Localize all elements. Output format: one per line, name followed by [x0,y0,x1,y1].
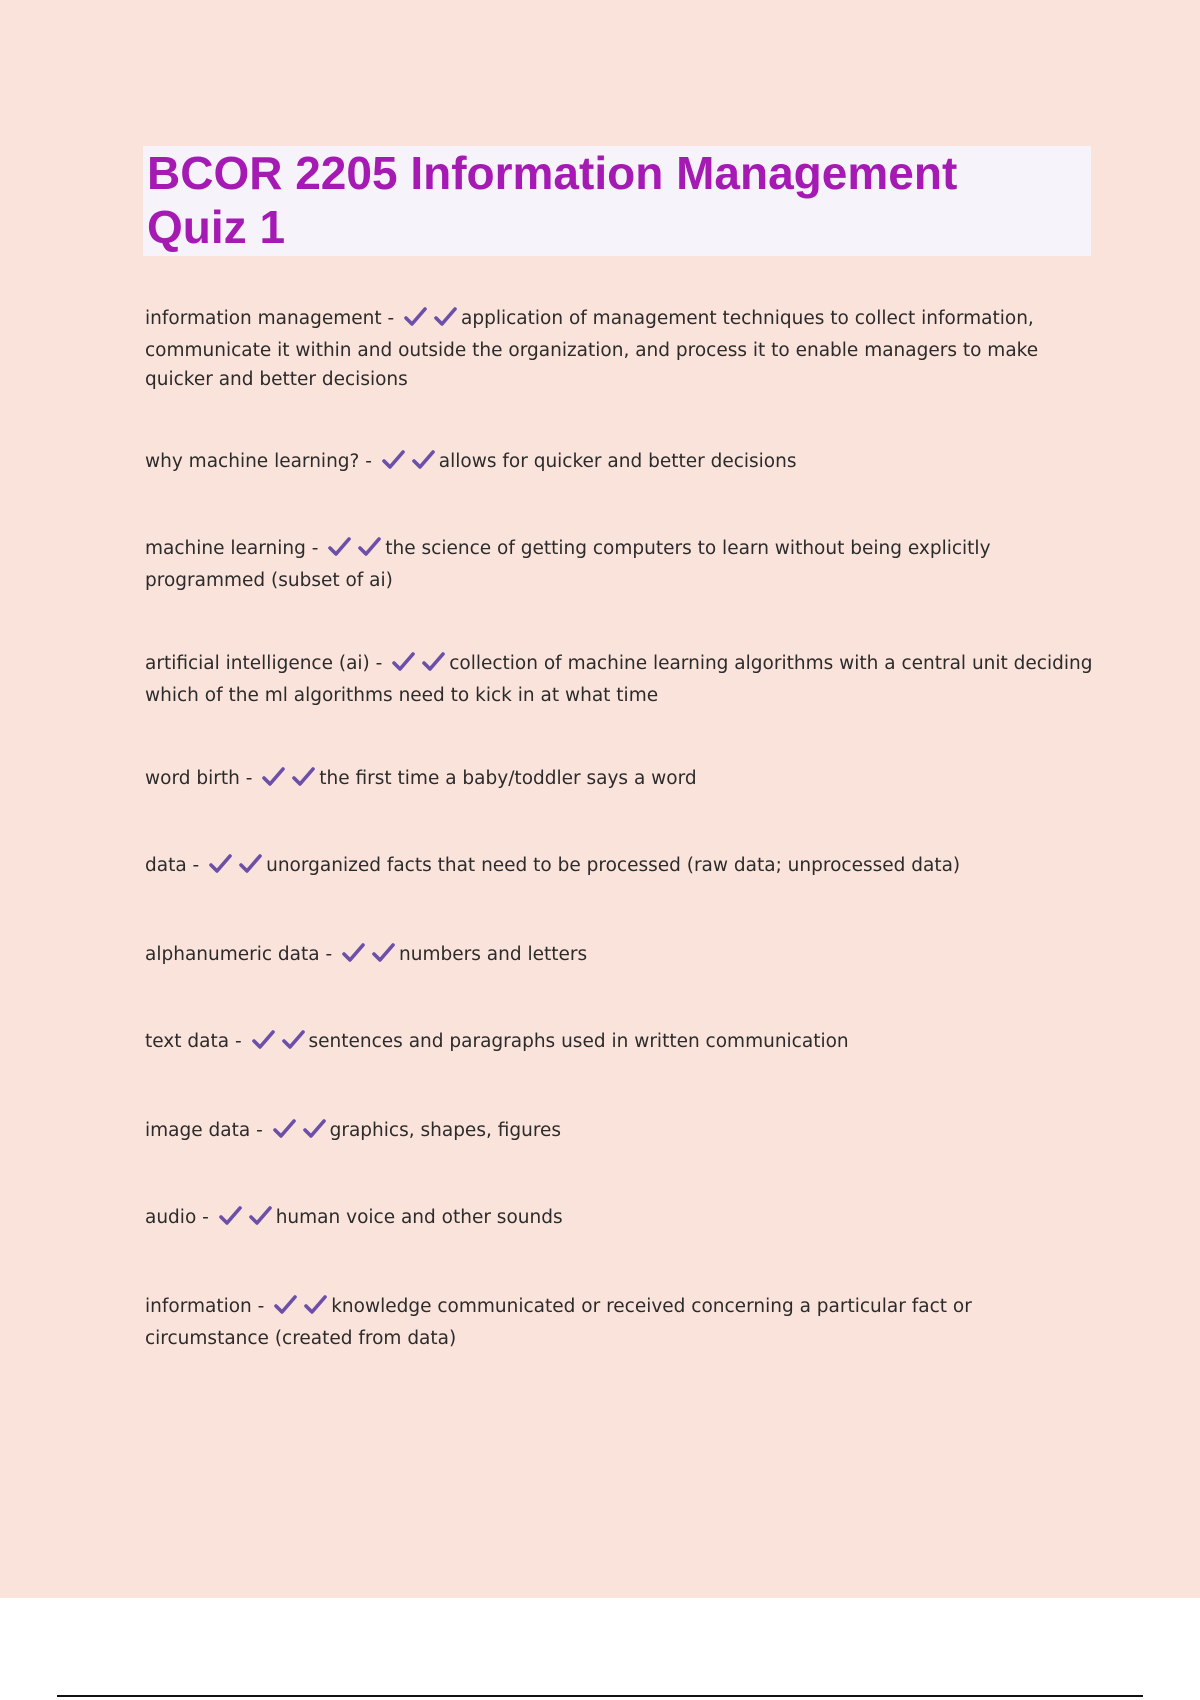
check-icons [342,943,395,972]
check-icon [412,450,435,470]
entry-definition: human voice and other sounds [275,1207,563,1228]
list-item [145,1027,1095,1059]
entry-definition: knowledge communicated or received concerning a particular fact or circumstance (created from data) [145,1296,972,1349]
check-icon [282,1030,305,1050]
list-item [145,940,1095,972]
title-line-1: BCOR 2205 Information Management [147,147,958,199]
entry-term: why machine learning? [145,451,360,472]
entry-term: text data [145,1031,230,1052]
check-icon [219,1206,242,1226]
check-icon [274,1295,297,1315]
entry-definition: the science of getting computers to learn without being explicitly programmed (subset of ai) [145,538,991,591]
entry-term: image data [145,1120,251,1141]
entry-definition: sentences and paragraphs used in written communication [308,1031,849,1052]
check-icon [404,307,427,327]
entry-definition: allows for quicker and better decisions [438,451,797,472]
entry-term: audio [145,1207,197,1228]
check-icons [209,854,262,883]
check-icon [382,450,405,470]
check-icons [404,307,457,336]
entry-definition: numbers and letters [399,944,588,965]
entry-term: word birth [145,768,240,789]
check-icons [274,1295,327,1324]
check-icons [219,1206,272,1235]
entry-separator: - [251,1296,271,1317]
list-item [145,1292,1095,1353]
check-icon [358,537,381,557]
check-icon [249,1206,272,1226]
entry-term: alphanumeric data [145,944,320,965]
check-icon [303,1119,326,1139]
check-icons [392,652,445,681]
entry-separator: - [196,1207,215,1228]
title-box [143,146,1091,256]
entry-separator: - [305,538,325,559]
check-icon [252,1030,275,1050]
check-icon [392,652,415,672]
entry-separator: - [239,768,259,789]
check-icon [342,943,365,963]
entry-definition: application of management techniques to collect information, communicate it within and outside the organization, and process it to enable managers to make quicker and better decisions [145,308,1039,390]
list-item [145,649,1095,710]
title-line-2: Quiz 1 [147,201,286,253]
check-icons [328,537,381,566]
check-icon [328,537,351,557]
entry-term: information management [145,308,382,329]
footer-divider [57,1695,1143,1697]
entry-definition: graphics, shapes, figures [329,1120,562,1141]
check-icon [239,854,262,874]
check-icons [273,1119,326,1148]
check-icon [292,767,315,787]
entry-term: machine learning [145,538,306,559]
list-item [145,1203,1095,1235]
entry-separator: - [319,944,339,965]
check-icon [304,1295,327,1315]
entry-term: information [145,1296,252,1317]
entry-separator: - [186,855,206,876]
entry-definition: unorganized facts that need to be processed (raw data; unprocessed data) [266,855,961,876]
list-item [145,304,1095,394]
check-icon [434,307,457,327]
list-item [145,1116,1095,1148]
entry-separator: - [250,1120,269,1141]
check-icon [209,854,232,874]
list-item [145,534,1095,595]
check-icons [252,1030,305,1059]
list-item [145,851,1095,883]
entry-separator: - [381,308,401,329]
check-icons [382,450,435,479]
entry-term: data [145,855,187,876]
entry-definition: the first time a baby/toddler says a word [319,768,697,789]
check-icons [262,767,315,796]
entry-separator: - [369,653,389,674]
entry-separator: - [359,451,378,472]
entry-term: artificial intelligence (ai) [145,653,370,674]
list-item [145,764,1095,796]
entry-definition: collection of machine learning algorithms with a central unit deciding which of the ml algorithms need to kick in at what time [145,653,1093,706]
check-icon [262,767,285,787]
check-icon [372,943,395,963]
check-icon [422,652,445,672]
check-icon [273,1119,296,1139]
document-title [143,146,1091,254]
entry-separator: - [229,1031,248,1052]
list-item [145,447,1095,479]
